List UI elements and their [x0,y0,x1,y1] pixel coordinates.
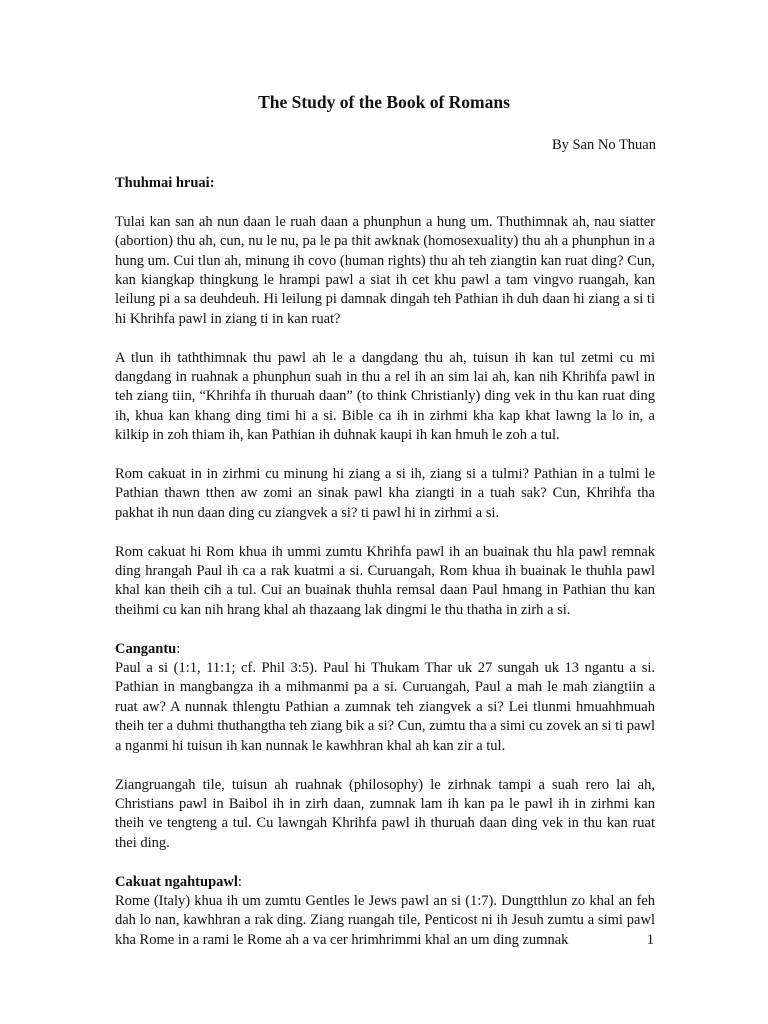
body-paragraph: Rom cakuat hi Rom khua ih ummi zumtu Khrihfa pawl ih an buainak thu hla pawl remnak ding hrangah Paul ih ca a rak kuatmi a si. Curuangah, Rom khua ih buainak le thuhla pawl khal kan theih cih a tul. Cui an buainak thuhla remsal daan Paul hmang in Pathian thu kan theihmi cu kan nih hrang khal ah thazaang lak dingmi le thu thatha in zirh a si. [115,543,655,618]
body-paragraph: Tulai kan san ah nun daan le ruah daan a phunphun a hung um. Thuthimnak ah, nau siatter (abortion) thu ah, cun, nu le nu, pa le pa thit awknak (homosexuality) thu ah a phunphun in a hung um. Cui tlun ah, minung ih covo (human rights) thu ah teh ziangtin kan ruat ding? Cun, kan kiangkap thingkung le hrampi pawl a siat ih cet khu pawl a tam vingvo ruangah, kan leilung pi a sa deuhdeuh. Hi leilung pi damnak dingah teh Pathian ih duh daan hi ziang a si ti hi Khrihfa pawl in ziang ti in kan ruat? [115,213,655,327]
heading-colon: : [176,640,181,657]
body-paragraph: A tlun ih taththimnak thu pawl ah le a dangdang thu ah, tuisun ih kan tul zetmi cu mi dangdang in ruahnak a phunphun suah in thu a rel ih an sim lai ah, kan nih Khrihfa pawl in teh ziang tiin, “Khrihfa ih thuruah daan” (to think Christianly) ding vek in thu kan ruat ding ih, khua kan khang ding timi hi a si. Bible ca ih in zirhmi kha kap khat lawng la lo in, a kilkip in zoh thiam ih, kan Pathian ih duhnak kaupi ih kan hmuh le zoh a tul. [115,349,655,444]
page-number: 1 [646,932,654,948]
section-heading-recipients-line [115,873,655,892]
document-body [115,174,655,950]
heading-colon: : [237,873,242,890]
body-paragraph: Paul a si (1:1, 11:1; cf. Phil 3:5). Paul hi Thukam Thar uk 27 sungah uk 13 ngantu a si. Pathian in mangbangza ih a mihmanmi pa a si. Curuangah, Paul a mah le mah ziangtiin a ruat aw? A nunnak thlengtu Pathian a zumnak teh ziangvek a si? Lei tlunmi hmuahhmuah theih ter a duhmi thuthangtha teh ziang bik a si? Cun, zumtu tha a simi cu zovek an si ti pawl a nganmi hi tuisun ih kan nunnak le kawhhran khal ah kan zir a tul. [115,660,655,754]
author-byline: By San No Thuan [551,137,656,153]
body-paragraph: Rome (Italy) khua ih um zumtu Gentles le Jews pawl an si (1:7). Dungtthlun zo khal an feh dah lo nan, kawhhran a rak ding. Ziang ruangah tile, Penticost ni ih Jesuh zumtu a simi pawl kha Rome in a rami le Rome ah a va cer hrimhrimmi khal an um ding zumnak [115,892,655,948]
body-paragraph: Ziangruangah tile, tuisun ah ruahnak (philosophy) le zirhnak tampi a suah rero lai ah, Christians pawl in Baibol ih in zirh daan, zumnak lam ih kan pa le pawl ih in zirhmi kan theih ve tengteng a tul. Cu lawngah Khrihfa pawl ih thuruah daan ding vek in thu kan ruat thei ding. [115,776,655,851]
body-paragraph: Rom cakuat in in zirhmi cu minung hi ziang a si ih, ziang si a tulmi? Pathian in a tulmi le Pathian thawn tthen aw zomi an sinak pawl kha ziangti in a tuah sak? Cun, Khrihfa tha pakhat ih nun daan ding cu ziangvek a si? ti pawl hi in zirhmi a si. [115,466,655,521]
section-heading-recipients: Cakuat ngahtupawl [115,873,238,890]
section-heading-introduction: Thuhmai hruai: [115,175,215,191]
section-heading-author: Cangantu [115,640,177,657]
section-heading-author-line [115,640,655,659]
document-title: The Study of the Book of Romans [258,92,510,112]
